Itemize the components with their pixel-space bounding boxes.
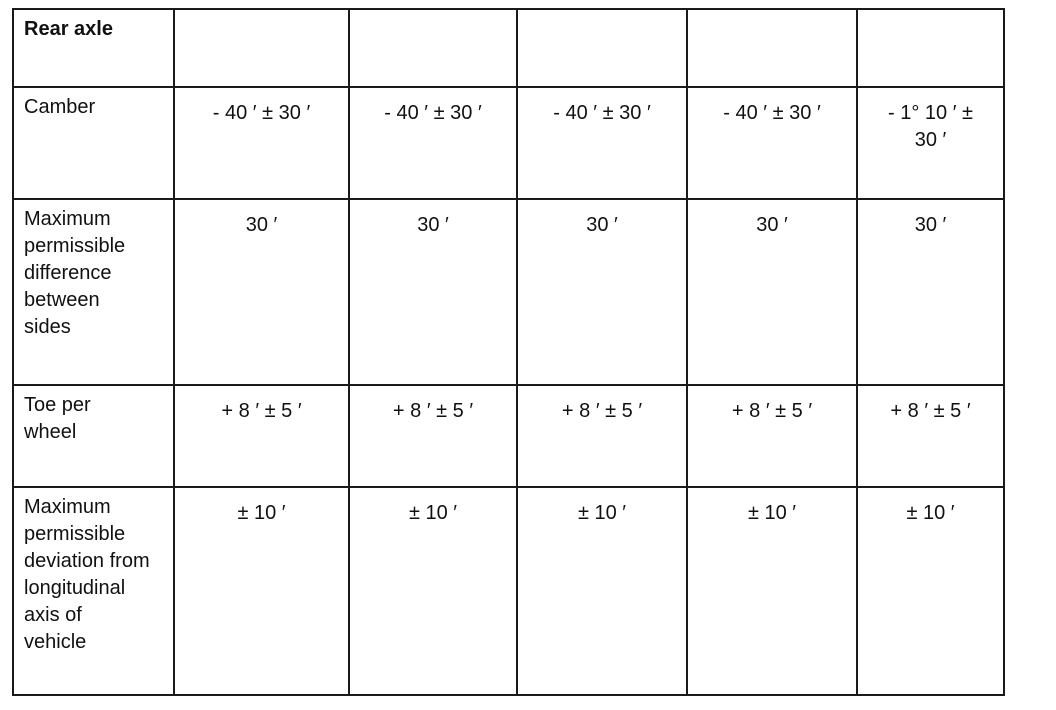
max-difference-value-2: 30 ′ [349,199,517,385]
camber-value-1: - 40 ′ ± 30 ′ [174,87,349,199]
rear-axle-spec-table [12,8,1005,696]
header-cell-3 [517,9,687,87]
header-cell-2 [349,9,517,87]
toe-value-5: + 8 ′ ± 5 ′ [857,385,1004,487]
max-deviation-value-3: ± 10 ′ [517,487,687,695]
max-difference-value-3: 30 ′ [517,199,687,385]
header-cell-1 [174,9,349,87]
toe-value-3: + 8 ′ ± 5 ′ [517,385,687,487]
camber-value-2: - 40 ′ ± 30 ′ [349,87,517,199]
max-deviation-value-1: ± 10 ′ [174,487,349,695]
row-label-max-deviation: Maximum permissible deviation from longitudinal axis of vehicle [13,487,174,695]
max-deviation-value-4: ± 10 ′ [687,487,857,695]
header-cell-4 [687,9,857,87]
header-row [13,9,1004,87]
table-title: Rear axle [13,9,174,87]
max-deviation-row [13,487,1004,695]
camber-value-3: - 40 ′ ± 30 ′ [517,87,687,199]
toe-value-1: + 8 ′ ± 5 ′ [174,385,349,487]
max-difference-value-1: 30 ′ [174,199,349,385]
row-label-camber: Camber [13,87,174,199]
max-deviation-value-2: ± 10 ′ [349,487,517,695]
toe-value-2: + 8 ′ ± 5 ′ [349,385,517,487]
header-cell-5 [857,9,1004,87]
toe-value-4: + 8 ′ ± 5 ′ [687,385,857,487]
max-difference-row [13,199,1004,385]
row-label-toe: Toe per wheel [13,385,174,487]
toe-row [13,385,1004,487]
camber-row [13,87,1004,199]
camber-value-5: - 1° 10 ′ ± 30 ′ [857,87,1004,199]
max-difference-value-4: 30 ′ [687,199,857,385]
max-difference-value-5: 30 ′ [857,199,1004,385]
row-label-max-difference: Maximum permissible difference between sides [13,199,174,385]
max-deviation-value-5: ± 10 ′ [857,487,1004,695]
camber-value-4: - 40 ′ ± 30 ′ [687,87,857,199]
